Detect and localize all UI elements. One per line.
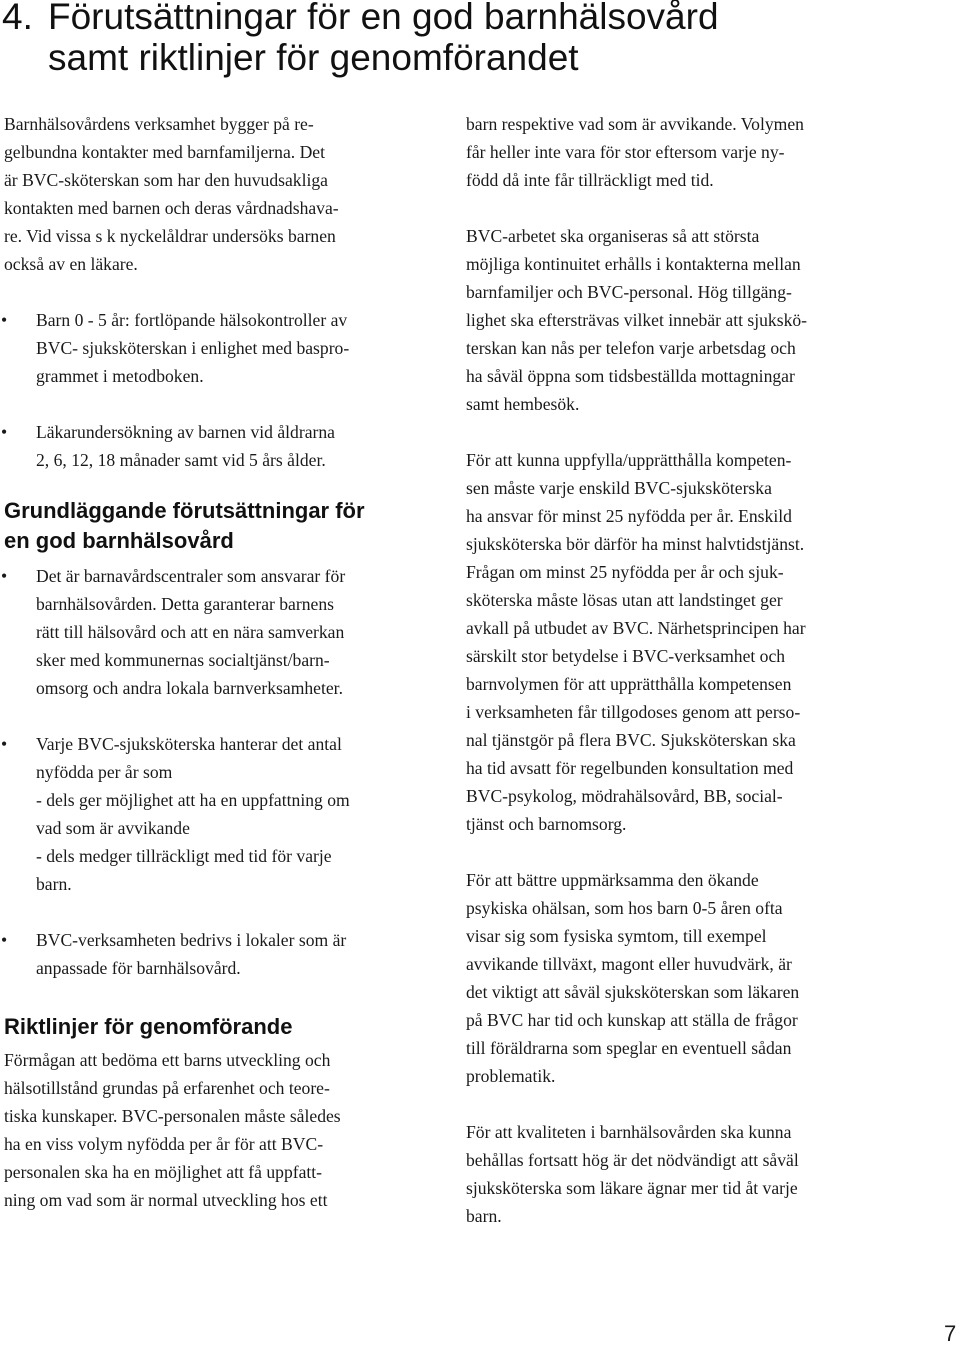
subheading-foundations (4, 496, 436, 556)
bullet-line: Det är barnavårdscentraler som ansvarar för (36, 566, 346, 586)
bullet-line: nyfödda per år som (36, 762, 173, 782)
paragraph-line: visar sig som fysiska symtom, till exempel (466, 926, 767, 946)
bullet-line: 2, 6, 12, 18 månader samt vid 5 års ålder. (36, 450, 326, 470)
section-title (2, 0, 719, 78)
intro-line: Barnhälsovårdens verksamhet bygger på re- (4, 114, 314, 134)
bullet-line: barnhälsovården. Detta garanterar barnens (36, 594, 334, 614)
paragraph-line: i verksamheten får tillgodoses genom att perso- (466, 702, 801, 722)
paragraph-line: möjliga kontinuitet erhålls i kontakterna mellan (466, 254, 801, 274)
bullet-line: anpassade för barnhälsovård. (36, 958, 241, 978)
mental-health-paragraph (466, 866, 906, 1090)
guidelines-line: hälsotillstånd grundas på erfarenhet och teore- (4, 1078, 330, 1098)
paragraph-line: terskan kan nås per telefon varje arbetsdag och (466, 338, 796, 358)
bullet-line: Varje BVC-sjuksköterska hanterar det antal (36, 734, 342, 754)
bullet-line: BVC-verksamheten bedrivs i lokaler som är (36, 930, 347, 950)
subheading-line: en god barnhälsovård (4, 528, 234, 553)
bullet-item (1, 730, 436, 898)
paragraph-line: Frågan om minst 25 nyfödda per år och sjuk- (466, 562, 784, 582)
bullet-line: Barn 0 - 5 år: fortlöpande hälsokontroller av (36, 310, 348, 330)
subheading-guidelines: Riktlinjer för genomförande (4, 1014, 293, 1039)
bullet-marker: • (1, 930, 8, 950)
bullet-line: Läkarundersökning av barnen vid åldrarna (36, 422, 335, 442)
right-column (466, 110, 906, 1230)
paragraph-line: sjuksköterska bör därför ha minst halvtidstjänst. (466, 534, 805, 554)
paragraph-line: tjänst och barnomsorg. (466, 814, 627, 834)
paragraph-line: ha såväl öppna som tidsbeställda mottagningar (466, 366, 795, 386)
intro-line: kontakten med barnen och deras vårdnadshava- (4, 198, 339, 218)
paragraph-line: För att kunna uppfylla/upprätthålla kompeten- (466, 450, 792, 470)
paragraph-line: psykiska ohälsan, som hos barn 0-5 åren ofta (466, 898, 783, 918)
guidelines-line: ha en viss volym nyfödda per år för att BVC- (4, 1134, 324, 1154)
left-column (1, 110, 436, 1214)
paragraph-line: avkall på utbudet av BVC. Närhetsprincipen har (466, 618, 806, 638)
paragraph-line: särskilt stor betydelse i BVC-verksamhet och (466, 646, 786, 666)
paragraph-line: samt hembesök. (466, 394, 580, 414)
page-number: 7 (944, 1321, 957, 1346)
paragraph-line: barn. (466, 1206, 502, 1226)
volume-paragraph (466, 110, 906, 194)
paragraph-line: till föräldrarna som speglar en eventuell sådan (466, 1038, 792, 1058)
bullet-line: sker med kommunernas socialtjänst/barn- (36, 650, 330, 670)
section-number: 4. (2, 0, 33, 37)
bullet-marker: • (1, 422, 8, 442)
bullet-line: omsorg och andra lokala barnverksamheter. (36, 678, 343, 698)
paragraph-line: barn respektive vad som är avvikande. Volymen (466, 114, 804, 134)
bullet-marker: • (1, 566, 8, 586)
paragraph-line: barnvolymen för att upprätthålla kompetensen (466, 674, 792, 694)
bullet-line: barn. (36, 874, 72, 894)
paragraph-line: sen måste varje enskild BVC-sjuksköterska (466, 478, 772, 498)
organisation-paragraph (466, 222, 906, 418)
guidelines-paragraph (4, 1046, 436, 1214)
section-title-line-1: Förutsättningar för en god barnhälsovård (48, 0, 719, 37)
intro-line: är BVC-sköterskan som har den huvudsakliga (4, 170, 328, 190)
bullet-line: grammet i metodboken. (36, 366, 204, 386)
paragraph-line: avvikande tillväxt, magont eller huvudvärk, är (466, 954, 792, 974)
paragraph-line: barnfamiljer och BVC-personal. Hög tillgäng- (466, 282, 792, 302)
bullet-item (1, 926, 436, 982)
paragraph-line: BVC-psykolog, mödrahälsovård, BB, social- (466, 786, 783, 806)
intro-paragraph (4, 110, 436, 278)
subheading-line: Grundläggande förutsättningar för (4, 498, 365, 523)
paragraph-line: problematik. (466, 1066, 556, 1086)
bullet-line: - dels ger möjlighet att ha en uppfattning om (36, 790, 350, 810)
paragraph-line: För att kvaliteten i barnhälsovården ska kunna (466, 1122, 792, 1142)
paragraph-line: BVC-arbetet ska organiseras så att största (466, 226, 760, 246)
guidelines-line: personalen ska ha en möjlighet att få uppfatt- (4, 1162, 323, 1182)
paragraph-line: ha ansvar för minst 25 nyfödda per år. Enskild (466, 506, 792, 526)
intro-line: också av en läkare. (4, 254, 138, 274)
paragraph-line: För att bättre uppmärksamma den ökande (466, 870, 759, 890)
bullet-line: BVC- sjuksköterskan i enlighet med baspro- (36, 338, 350, 358)
paragraph-line: sjuksköterska som läkare ägnar mer tid åt varje (466, 1178, 798, 1198)
paragraph-line: det viktigt att såväl sjuksköterskan som läkaren (466, 982, 800, 1002)
section-title-line-2: samt riktlinjer för genomförandet (48, 37, 579, 78)
competence-paragraph (466, 446, 906, 838)
paragraph-line: född då inte får tillräckligt med tid. (466, 170, 714, 190)
paragraph-line: ha tid avsatt för regelbunden konsultation med (466, 758, 794, 778)
bullet-marker: • (1, 310, 8, 330)
guidelines-line: ning om vad som är normal utveckling hos ett (4, 1190, 328, 1210)
paragraph-line: på BVC har tid och kunskap att ställa de frågor (466, 1010, 798, 1030)
guidelines-line: tiska kunskaper. BVC-personalen måste således (4, 1106, 341, 1126)
paragraph-line: behållas fortsatt hög är det nödvändigt att såväl (466, 1150, 799, 1170)
paragraph-line: nal tjänstgör på flera BVC. Sjuksköterskan ska (466, 730, 796, 750)
quality-paragraph (466, 1118, 906, 1230)
intro-line: gelbundna kontakter med barnfamiljerna. Det (4, 142, 325, 162)
paragraph-line: sköterska måste lösas utan att landstinget ger (466, 590, 783, 610)
bullet-item (1, 418, 436, 474)
bullet-line: - dels medger tillräckligt med tid för varje (36, 846, 332, 866)
bullet-line: rätt till hälsovård och att en nära samverkan (36, 622, 345, 642)
bullet-line: vad som är avvikande (36, 818, 190, 838)
guidelines-line: Förmågan att bedöma ett barns utveckling och (4, 1050, 331, 1070)
bullet-marker: • (1, 734, 8, 754)
bullet-item (1, 306, 436, 390)
intro-line: re. Vid vissa s k nyckelåldrar undersöks barnen (4, 226, 336, 246)
bullet-item (1, 562, 436, 702)
paragraph-line: får heller inte vara för stor eftersom varje ny- (466, 142, 785, 162)
paragraph-line: lighet ska eftersträvas vilket innebär att sjukskö- (466, 310, 808, 330)
